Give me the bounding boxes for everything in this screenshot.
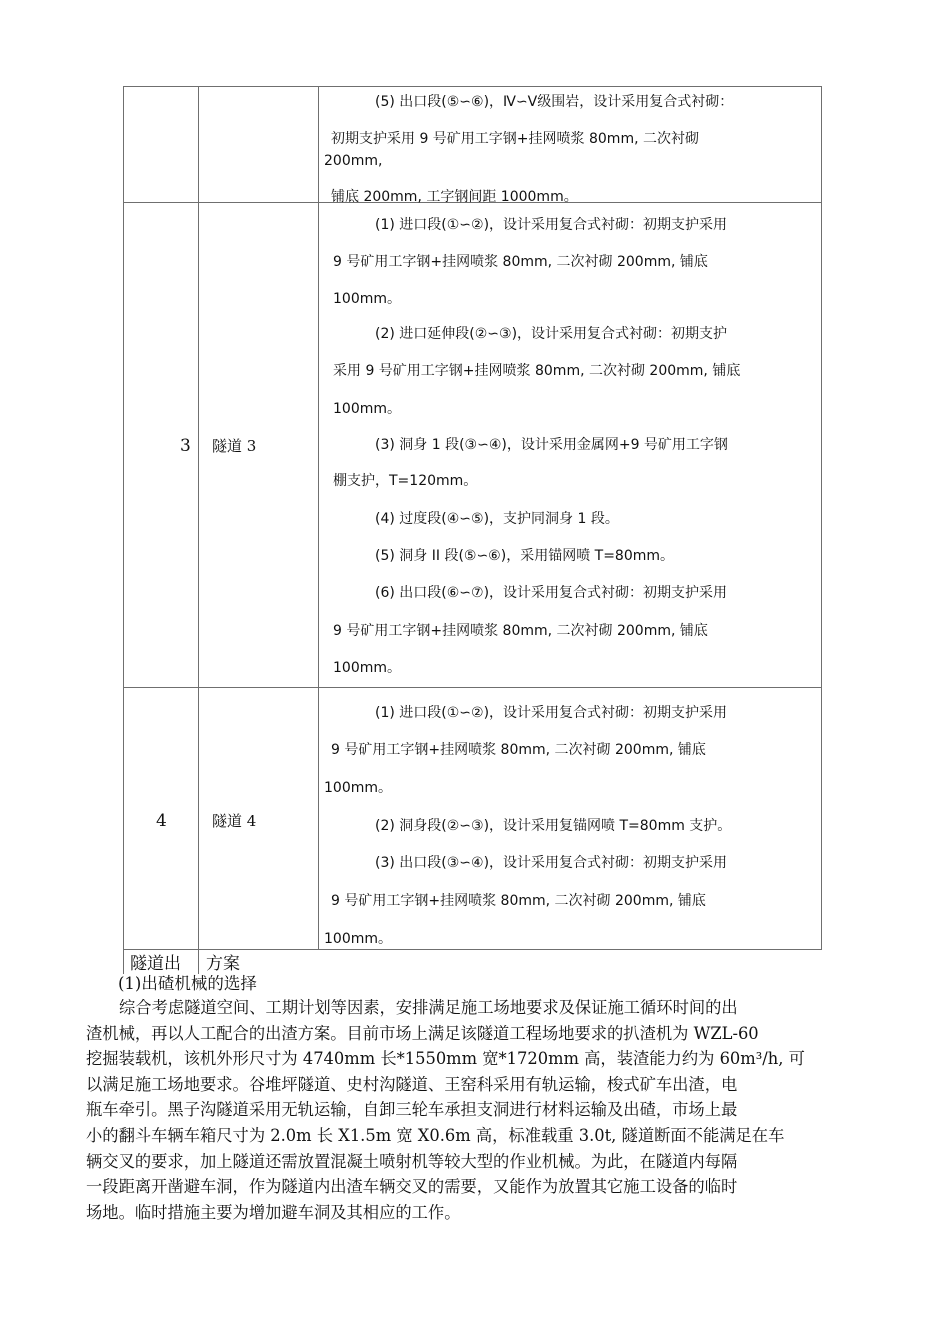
table-rule	[123, 949, 822, 950]
cell-line: 200mm,	[324, 153, 383, 169]
cell-line: 棚支护，T=120mm。	[333, 473, 478, 489]
row-number: 4	[156, 811, 167, 831]
row-number: 3	[180, 436, 191, 456]
table-rule	[198, 86, 199, 974]
cell-line: (2) 进口延伸段(②∽③)，设计采用复合式衬砌：初期支护	[375, 326, 728, 342]
cell-line: 9 号矿用工字钢+挂网喷浆 80mm, 二次衬砌 200mm, 铺底	[331, 893, 706, 909]
cell-line: (5) 洞身 II 段(⑤∽⑥)，采用锚网喷 T=80mm。	[375, 548, 675, 564]
cell-line: 100mm。	[324, 931, 392, 947]
cell-line: 9 号矿用工字钢+挂网喷浆 80mm, 二次衬砌 200mm, 铺底	[331, 742, 706, 758]
body-paragraph	[86, 995, 876, 1225]
cell-line: 100mm。	[324, 780, 392, 796]
cell-line: (2) 洞身段(②∽③)，设计采用复锚网喷 T=80mm 支护。	[375, 818, 732, 834]
table-rule	[318, 86, 319, 950]
paragraph-line: 综合考虑隧道空间、工期计划等因素，安排满足施工场地要求及保证施工循环时间的出	[119, 998, 738, 1017]
section-heading: (1)出碴机械的选择	[118, 974, 257, 993]
tunnel-name: 隧道 4	[212, 812, 257, 830]
cell-line: (6) 出口段(⑥∽⑦)，设计采用复合式衬砌：初期支护采用	[375, 585, 728, 601]
cell-line: 100mm。	[333, 401, 401, 417]
cell-line: 铺底 200mm, 工字钢间距 1000mm。	[331, 189, 578, 205]
tunnel-name: 隧道 3	[212, 437, 257, 455]
cell-line: 100mm。	[333, 291, 401, 307]
table-rule	[123, 687, 822, 688]
paragraph-line: 一段距离开凿避车洞，作为隧道内出渣车辆交叉的需要，又能作为放置其它施工设备的临时	[86, 1177, 738, 1197]
cell-line: 初期支护采用 9 号矿用工字钢+挂网喷浆 80mm, 二次衬砌	[331, 131, 699, 147]
cell-line: 9 号矿用工字钢+挂网喷浆 80mm, 二次衬砌 200mm, 铺底	[333, 623, 708, 639]
table-tail-right: 方案	[206, 954, 240, 974]
cell-line: (5) 出口段(⑤∽⑥)，Ⅳ∽Ⅴ级围岩，设计采用复合式衬砌：	[375, 94, 734, 110]
cell-line: (3) 出口段(③∽④)，设计采用复合式衬砌：初期支护采用	[375, 855, 728, 871]
paragraph-line: 瓶车牵引。黑子沟隧道采用无轨运输，自卸三轮车承担支洞进行材料运输及出碴，市场上最	[86, 1100, 738, 1120]
table-rule	[821, 86, 822, 950]
paragraph-line: 场地。临时措施主要为增加避车洞及其相应的工作。	[86, 1202, 461, 1222]
paragraph-line: 辆交叉的要求，加上隧道还需放置混凝土喷射机等较大型的作业机械。为此，在隧道内每隔	[86, 1151, 738, 1171]
cell-line: (3) 洞身 1 段(③∽④)，设计采用金属网+9 号矿用工字钢	[375, 437, 728, 453]
table-tail-left: 隧道出	[130, 954, 181, 974]
table-rule	[123, 86, 124, 974]
cell-line: (4) 过度段(④∽⑤)，支护同洞身 1 段。	[375, 511, 619, 527]
cell-line: 采用 9 号矿用工字钢+挂网喷浆 80mm, 二次衬砌 200mm, 铺底	[333, 363, 741, 379]
cell-line: (1) 进口段(①∽②)，设计采用复合式衬砌：初期支护采用	[375, 217, 728, 233]
paragraph-line: 以满足施工场地要求。谷堆坪隧道、史村沟隧道、王窑科采用有轨运输，梭式矿车出渣，电	[86, 1074, 738, 1094]
table-rule	[123, 86, 822, 87]
paragraph-line: 挖掘装载机，该机外形尺寸为 4740mm 长*1550mm 宽*1720mm 高，装渣能力约为 60m³/h, 可	[86, 1049, 805, 1069]
cell-line: (1) 进口段(①∽②)，设计采用复合式衬砌：初期支护采用	[375, 705, 728, 721]
cell-line: 9 号矿用工字钢+挂网喷浆 80mm, 二次衬砌 200mm, 铺底	[333, 254, 708, 270]
paragraph-line: 渣机械，再以人工配合的出渣方案。目前市场上满足该隧道工程场地要求的扒渣机为 WZL-60	[86, 1023, 759, 1043]
paragraph-line: 小的翻斗车辆车箱尺寸为 2.0m 长 X1.5m 宽 X0.6m 高，标准载重 3.0t, 隧道断面不能满足在车	[86, 1125, 785, 1145]
cell-line: 100mm。	[333, 660, 401, 676]
